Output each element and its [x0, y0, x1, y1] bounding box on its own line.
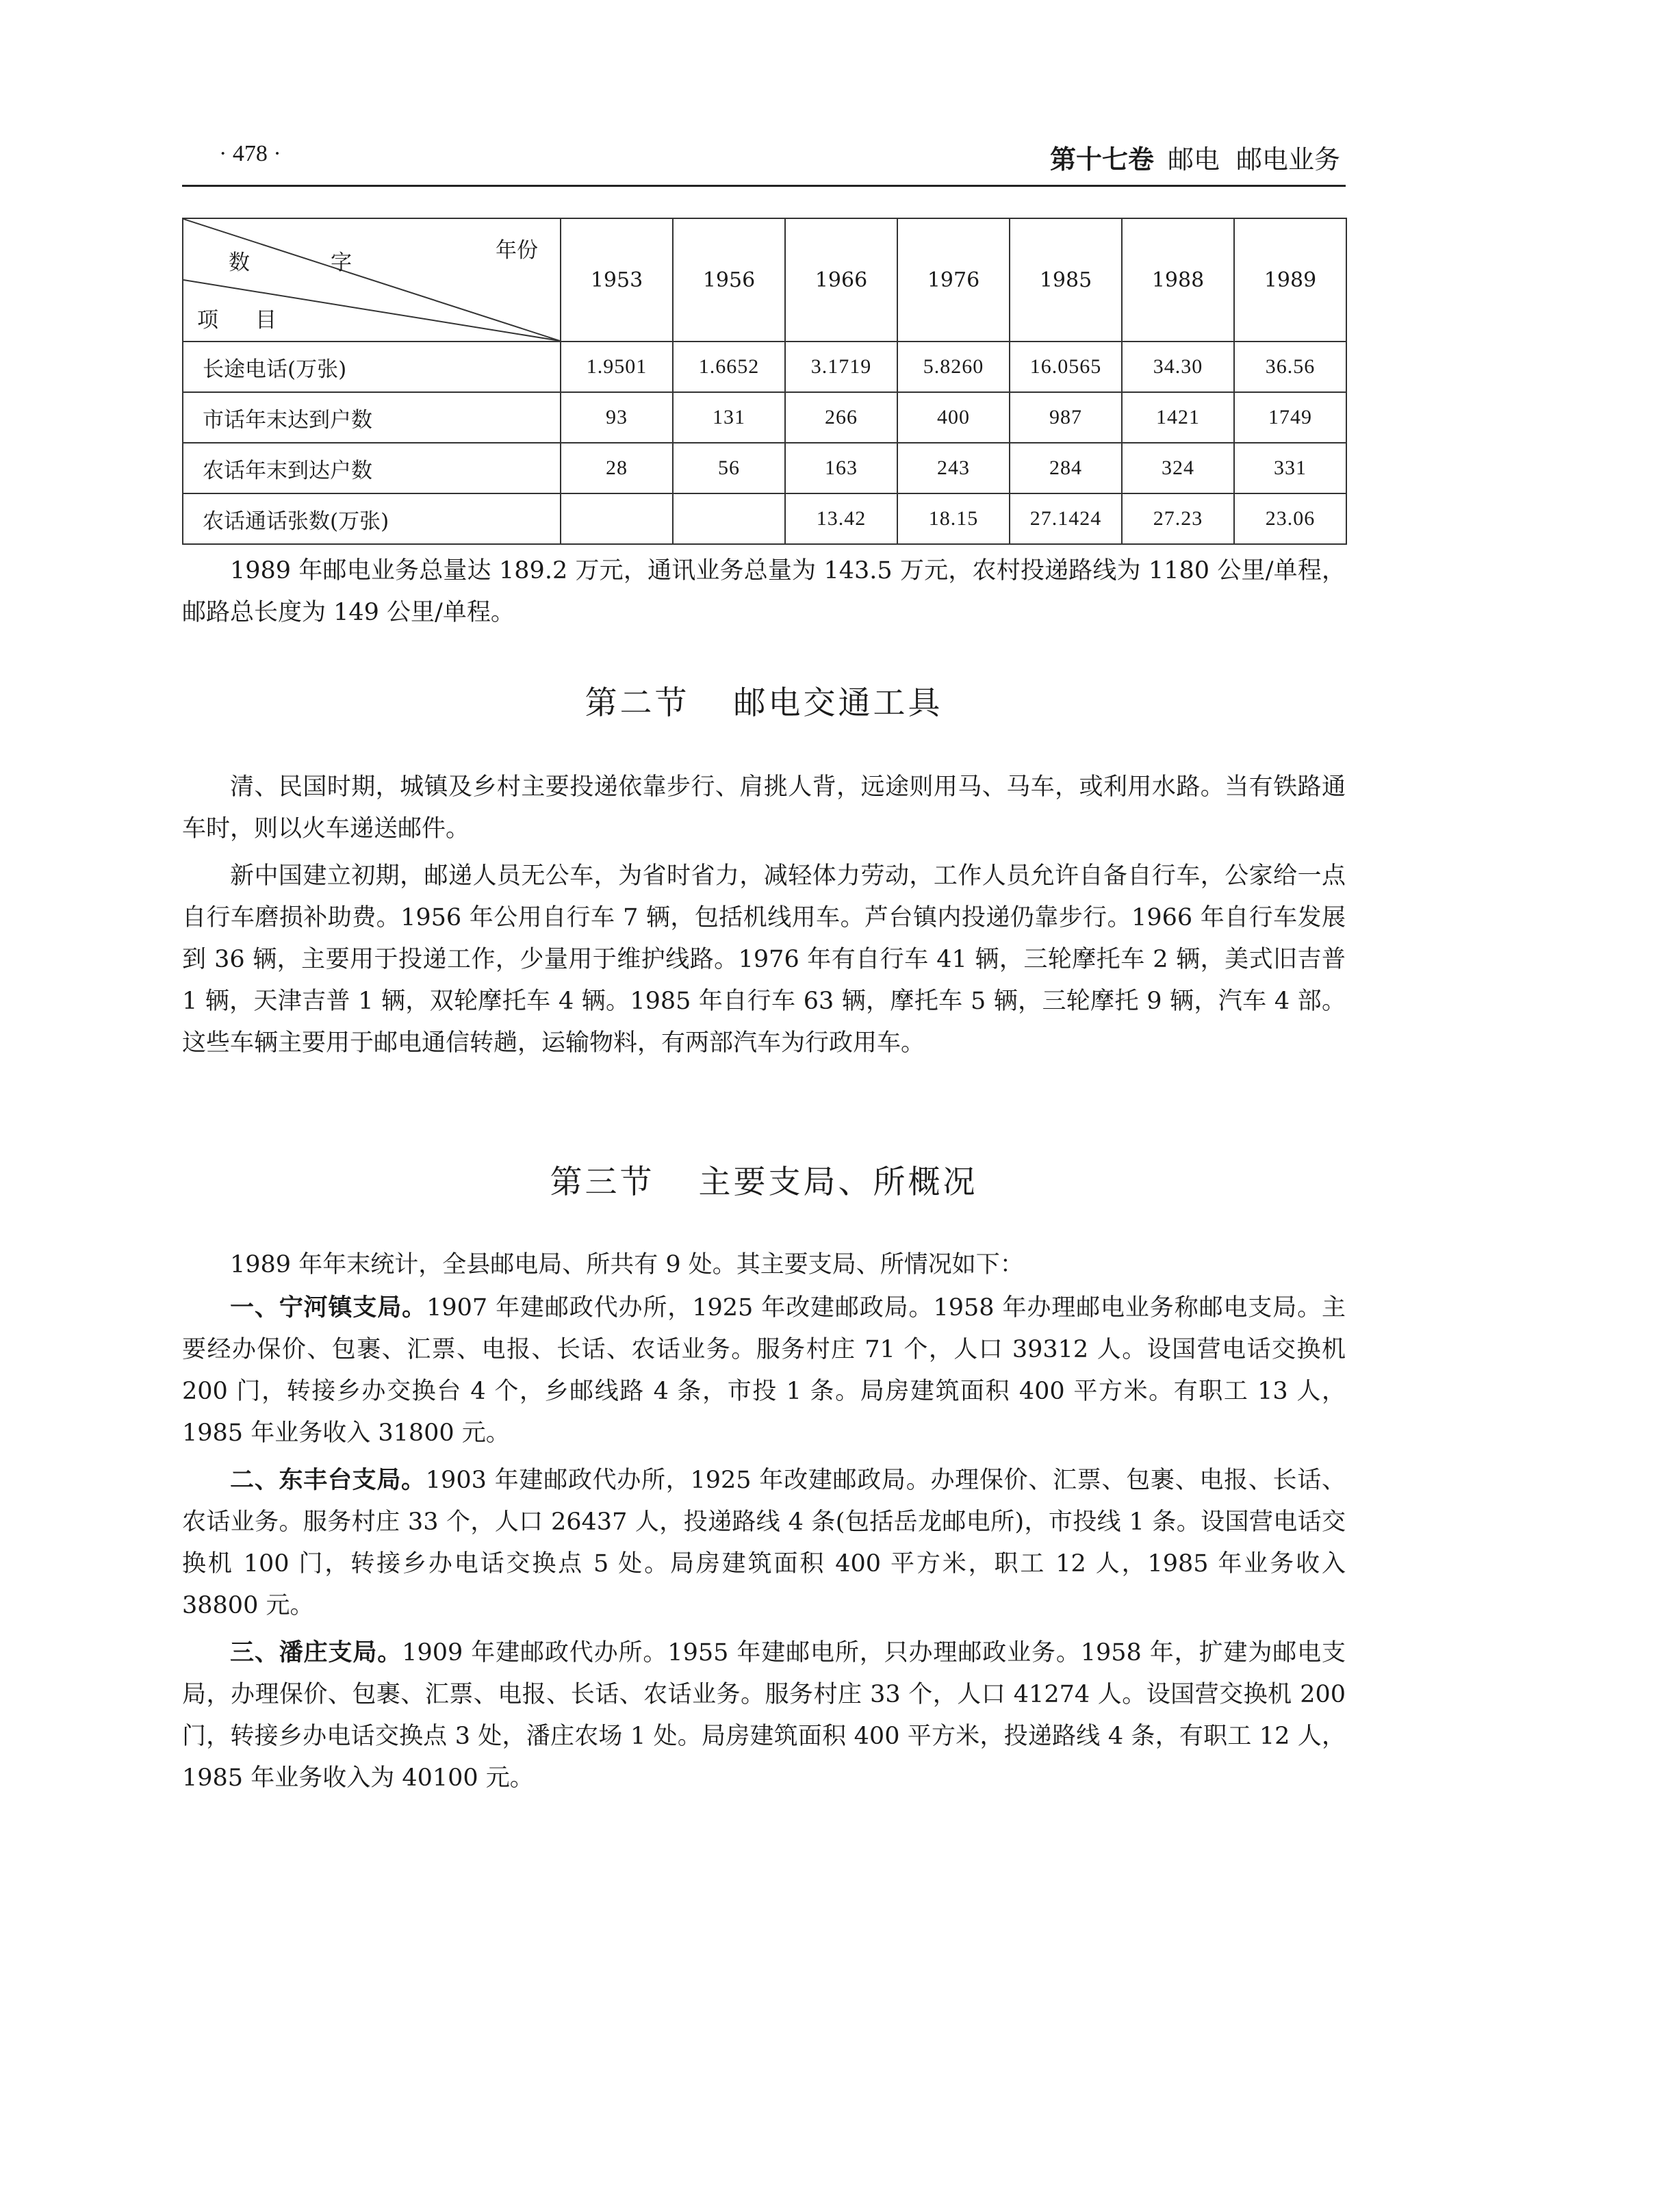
running-title: [1050, 138, 1340, 176]
table-cell: 400: [897, 392, 1010, 443]
branch-text: 1903 年建邮政代办所，1925 年改建邮政局。办理保价、汇票、包裹、电报、长话、农话业务。服务村庄 33 个，人口 26437 人，投递路线 4 条(包括岳龙邮电所)，市投线 1 条。设国营电话交换机 100 门，转接乡办电话交换点 5 处。局房建筑面积 400 平方米，职工 12 人，1985 年业务收入 38800 元。: [182, 1467, 1346, 1619]
branch-paragraph: [182, 1632, 1346, 1799]
table-cell: 34.30: [1122, 342, 1234, 392]
table-cell: 324: [1122, 443, 1234, 493]
section-2-paragraph: 清、民国时期，城镇及乡村主要投递依靠步行、肩挑人背，远途则用马、马车，或利用水路。当有铁路通车时，则以火车递送邮件。: [182, 773, 1346, 843]
table-cell: 36.56: [1234, 342, 1346, 392]
section-2-number: 第二节: [585, 684, 690, 722]
table-cell: 987: [1010, 392, 1122, 443]
volume-label: 第十七卷: [1049, 144, 1154, 175]
table-header-row: [183, 218, 1346, 342]
branch-paragraph: [182, 1459, 1346, 1627]
year-header: 1985: [1010, 218, 1122, 342]
table-row: [183, 493, 1346, 544]
row-label: 农话通话张数(万张): [183, 493, 561, 544]
telecom-statistics-table: [182, 218, 1347, 545]
section-2-title: [182, 678, 1346, 723]
table-cell: [561, 493, 673, 544]
table-cell: 243: [897, 443, 1010, 493]
table-cell: 163: [785, 443, 897, 493]
summary-paragraph: 1989 年邮电业务总量达 189.2 万元，通讯业务总量为 143.5 万元，农村投递路线为 1180 公里/单程，邮路总长度为 149 公里/单程。: [182, 557, 1346, 626]
part-label: 邮电: [1167, 144, 1220, 175]
table-cell: 27.23: [1122, 493, 1234, 544]
table-cell: 93: [561, 392, 673, 443]
table-row: [183, 443, 1346, 493]
header-digits-label: 数字: [229, 250, 433, 275]
table-cell: 3.1719: [785, 342, 897, 392]
year-header: 1989: [1234, 218, 1346, 342]
section-2-heading: 邮电交通工具: [733, 684, 943, 722]
branch-heading: 三、潘庄支局。: [230, 1638, 402, 1667]
section-3-intro: 1989 年年末统计，全县邮电局、所共有 9 处。其主要支局、所情况如下：: [230, 1251, 1024, 1278]
row-label: 农话年末到达户数: [183, 443, 561, 493]
table-cell: 1421: [1122, 392, 1234, 443]
section-3-title: [182, 1157, 1346, 1203]
header-item-label: 项目: [197, 308, 313, 333]
chapter-label: 邮电业务: [1235, 144, 1340, 175]
table-cell: 18.15: [897, 493, 1010, 544]
section-2-paragraph: 新中国建立初期，邮递人员无公车，为省时省力，减轻体力劳动，工作人员允许自备自行车，公家给一点自行车磨损补助费。1956 年公用自行车 7 辆，包括机线用车。芦台镇内投递仍靠步行。1966 年自行车发展到 36 辆，主要用于投递工作，少量用于维护线路。1976 年有自行车 41 辆，三轮摩托车 2 辆，美式旧吉普 1 辆，天津吉普 1 辆，双轮摩托车 4 辆。1985 年自行车 63 辆，摩托车 5 辆，三轮摩托 9 辆，汽车 4 部。这些车辆主要用于邮电通信转趟，运输物料，有两部汽车为行政用车。: [182, 862, 1346, 1057]
table-cell: 28: [561, 443, 673, 493]
table-cell: [673, 493, 785, 544]
table-cell: 27.1424: [1010, 493, 1122, 544]
year-header: 1956: [673, 218, 785, 342]
table-cell: 56: [673, 443, 785, 493]
table-cell: 1.9501: [561, 342, 673, 392]
year-header: 1966: [785, 218, 897, 342]
table-cell: 331: [1234, 443, 1346, 493]
row-label: 长途电话(万张): [183, 342, 561, 392]
branch-heading: 一、宁河镇支局。: [230, 1294, 427, 1322]
section-3-number: 第三节: [550, 1163, 655, 1201]
table-cell: 1.6652: [673, 342, 785, 392]
table-row: [183, 392, 1346, 443]
branch-paragraph: [182, 1287, 1346, 1454]
running-header: [177, 134, 1340, 182]
branch-text: 1909 年建邮政代办所。1955 年建邮电所，只办理邮政业务。1958 年，扩建为邮电支局，办理保价、包裹、汇票、电报、长话、农话业务。服务村庄 33 个，人口 41274 人。设国营交换机 200 门，转接乡办电话交换点 3 处，潘庄农场 1 处。局房建筑面积 400 平方米，投递路线 4 条，有职工 12 人，1985 年业务收入为 40100 元。: [182, 1639, 1346, 1792]
table-cell: 23.06: [1234, 493, 1346, 544]
table-cell: 266: [785, 392, 897, 443]
table-cell: 16.0565: [1010, 342, 1122, 392]
section-3-heading: 主要支局、所概况: [698, 1163, 978, 1201]
table-cell: 284: [1010, 443, 1122, 493]
header-year-label: 年份: [496, 238, 538, 263]
header-rule: [182, 185, 1346, 187]
branch-heading: 二、东丰台支局。: [230, 1466, 426, 1494]
table-cell: 1749: [1234, 392, 1346, 443]
table-cell: 5.8260: [897, 342, 1010, 392]
year-header: 1953: [561, 218, 673, 342]
year-header: 1988: [1122, 218, 1234, 342]
branch-text: 1907 年建邮政代办所，1925 年改建邮政局。1958 年办理邮电业务称邮电支局。主要经办保价、包裹、汇票、电报、长话、农话业务。服务村庄 71 个，人口 39312 人。设国营电话交换机 200 门，转接乡办交换台 4 个，乡邮线路 4 条，市投 1 条。局房建筑面积 400 平方米。有职工 13 人，1985 年业务收入 31800 元。: [182, 1294, 1346, 1447]
table-row: [183, 342, 1346, 392]
row-label: 市话年末达到户数: [183, 392, 561, 443]
diagonal-header-cell: [183, 218, 561, 342]
table-cell: 131: [673, 392, 785, 443]
page-number: · 478 ·: [219, 141, 281, 166]
year-header: 1976: [897, 218, 1010, 342]
table-cell: 13.42: [785, 493, 897, 544]
